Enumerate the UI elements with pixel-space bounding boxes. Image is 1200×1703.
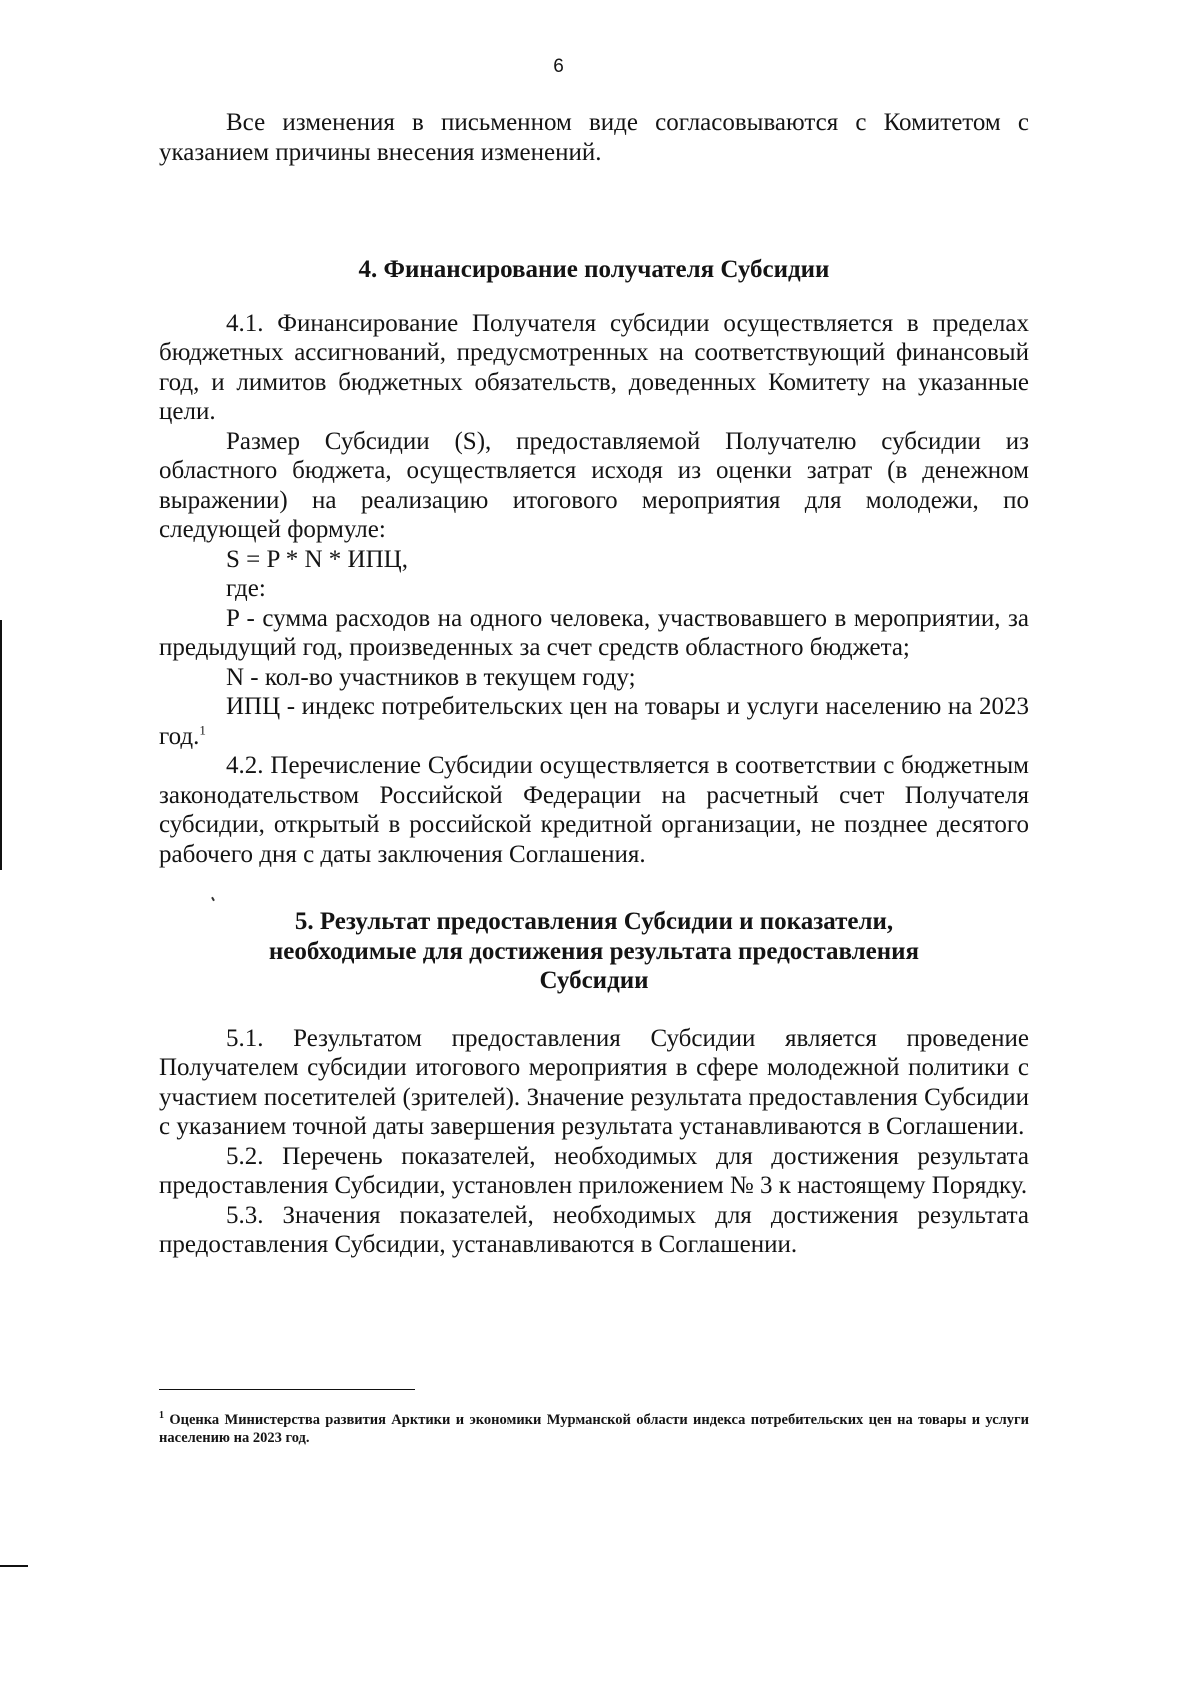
footnote	[159, 1407, 1029, 1447]
section-5	[159, 907, 1029, 1260]
footnote-number: 1	[159, 1410, 164, 1421]
section-4-title: 4. Финансирование получателя Субсидии	[358, 256, 830, 283]
section-5-title-line-1: 5. Результат предоставления Субсидии и показатели,	[294, 908, 894, 935]
footnote-reference: 1	[199, 722, 206, 738]
section-4	[159, 255, 1029, 869]
paragraph-4-2: 4.2. Перечисление Субсидии осуществляется в соответствии с бюджетным законодательством Российской Федерации на расчетный счет Получателя субсидии, открытый в российской кредитной организации, не позднее десятого рабочего дня с даты заключения Соглашения.	[159, 752, 1029, 868]
paragraph-5-2: 5.2. Перечень показателей, необходимых для достижения результата предоставления Субсидии, установлен приложением № 3 к настоящему Порядку.	[159, 1142, 1029, 1199]
scan-corner-mark	[0, 1565, 28, 1567]
paragraph-4-1: 4.1. Финансирование Получателя субсидии осуществляется в пределах бюджетных ассигнований, предусмотренных на соответствующий финансовый год, и лимитов бюджетных обязательств, доведенных Комитету на указанные цели.	[159, 309, 1029, 425]
paragraph-5-3: 5.3. Значения показателей, необходимых для достижения результата предоставления Субсидии, устанавливаются в Соглашении.	[159, 1201, 1029, 1258]
intro-paragraph: Все изменения в письменном виде согласовываются с Комитетом с указанием причины внесения изменений.	[159, 109, 1029, 166]
section-5-title-line-2: необходимые для достижения результата предоставления	[268, 937, 920, 965]
definition-ipc	[159, 692, 1029, 751]
scan-mark	[211, 897, 215, 901]
footnote-separator	[159, 1389, 415, 1390]
definition-n: N - кол-во участников в текущем году;	[226, 663, 636, 691]
paragraph-5-1: 5.1. Результатом предоставления Субсидии является проведение Получателем субсидии итогового мероприятия в сфере молодежной политики с участием посетителей (зрителей). Значение результата предоставления Субсидии с указанием точной даты завершения результата устанавливаются в Соглашении.	[159, 1024, 1029, 1140]
intro-block	[159, 108, 1029, 167]
formula-where: где:	[226, 575, 266, 602]
section-5-title	[159, 907, 1029, 996]
definition-p: P - сумма расходов на одного человека, участвовавшего в мероприятии, за предыдущий год, произведенных за счет средств областного бюджета;	[159, 604, 1029, 661]
page-number: 6	[553, 56, 564, 77]
scan-margin-mark	[0, 620, 2, 870]
footnote-text: Оценка Министерства развития Арктики и экономики Мурманской области индекса потребительских цен на товары и услуги населению на 2023 год.	[159, 1411, 1030, 1446]
paragraph-subsidy-size: Размер Субсидии (S), предоставляемой Получателю субсидии из областного бюджета, осуществляется исходя из оценки затрат (в денежном выражении) на реализацию итогового мероприятия для молодежи, по следующей формуле:	[159, 427, 1029, 543]
definition-ipc-text: ИПЦ - индекс потребительских цен на товары и услуги населению на 2023 год.	[159, 693, 1029, 750]
formula: S = P * N * ИПЦ,	[226, 545, 408, 573]
section-5-title-line-3: Субсидии	[539, 967, 649, 994]
